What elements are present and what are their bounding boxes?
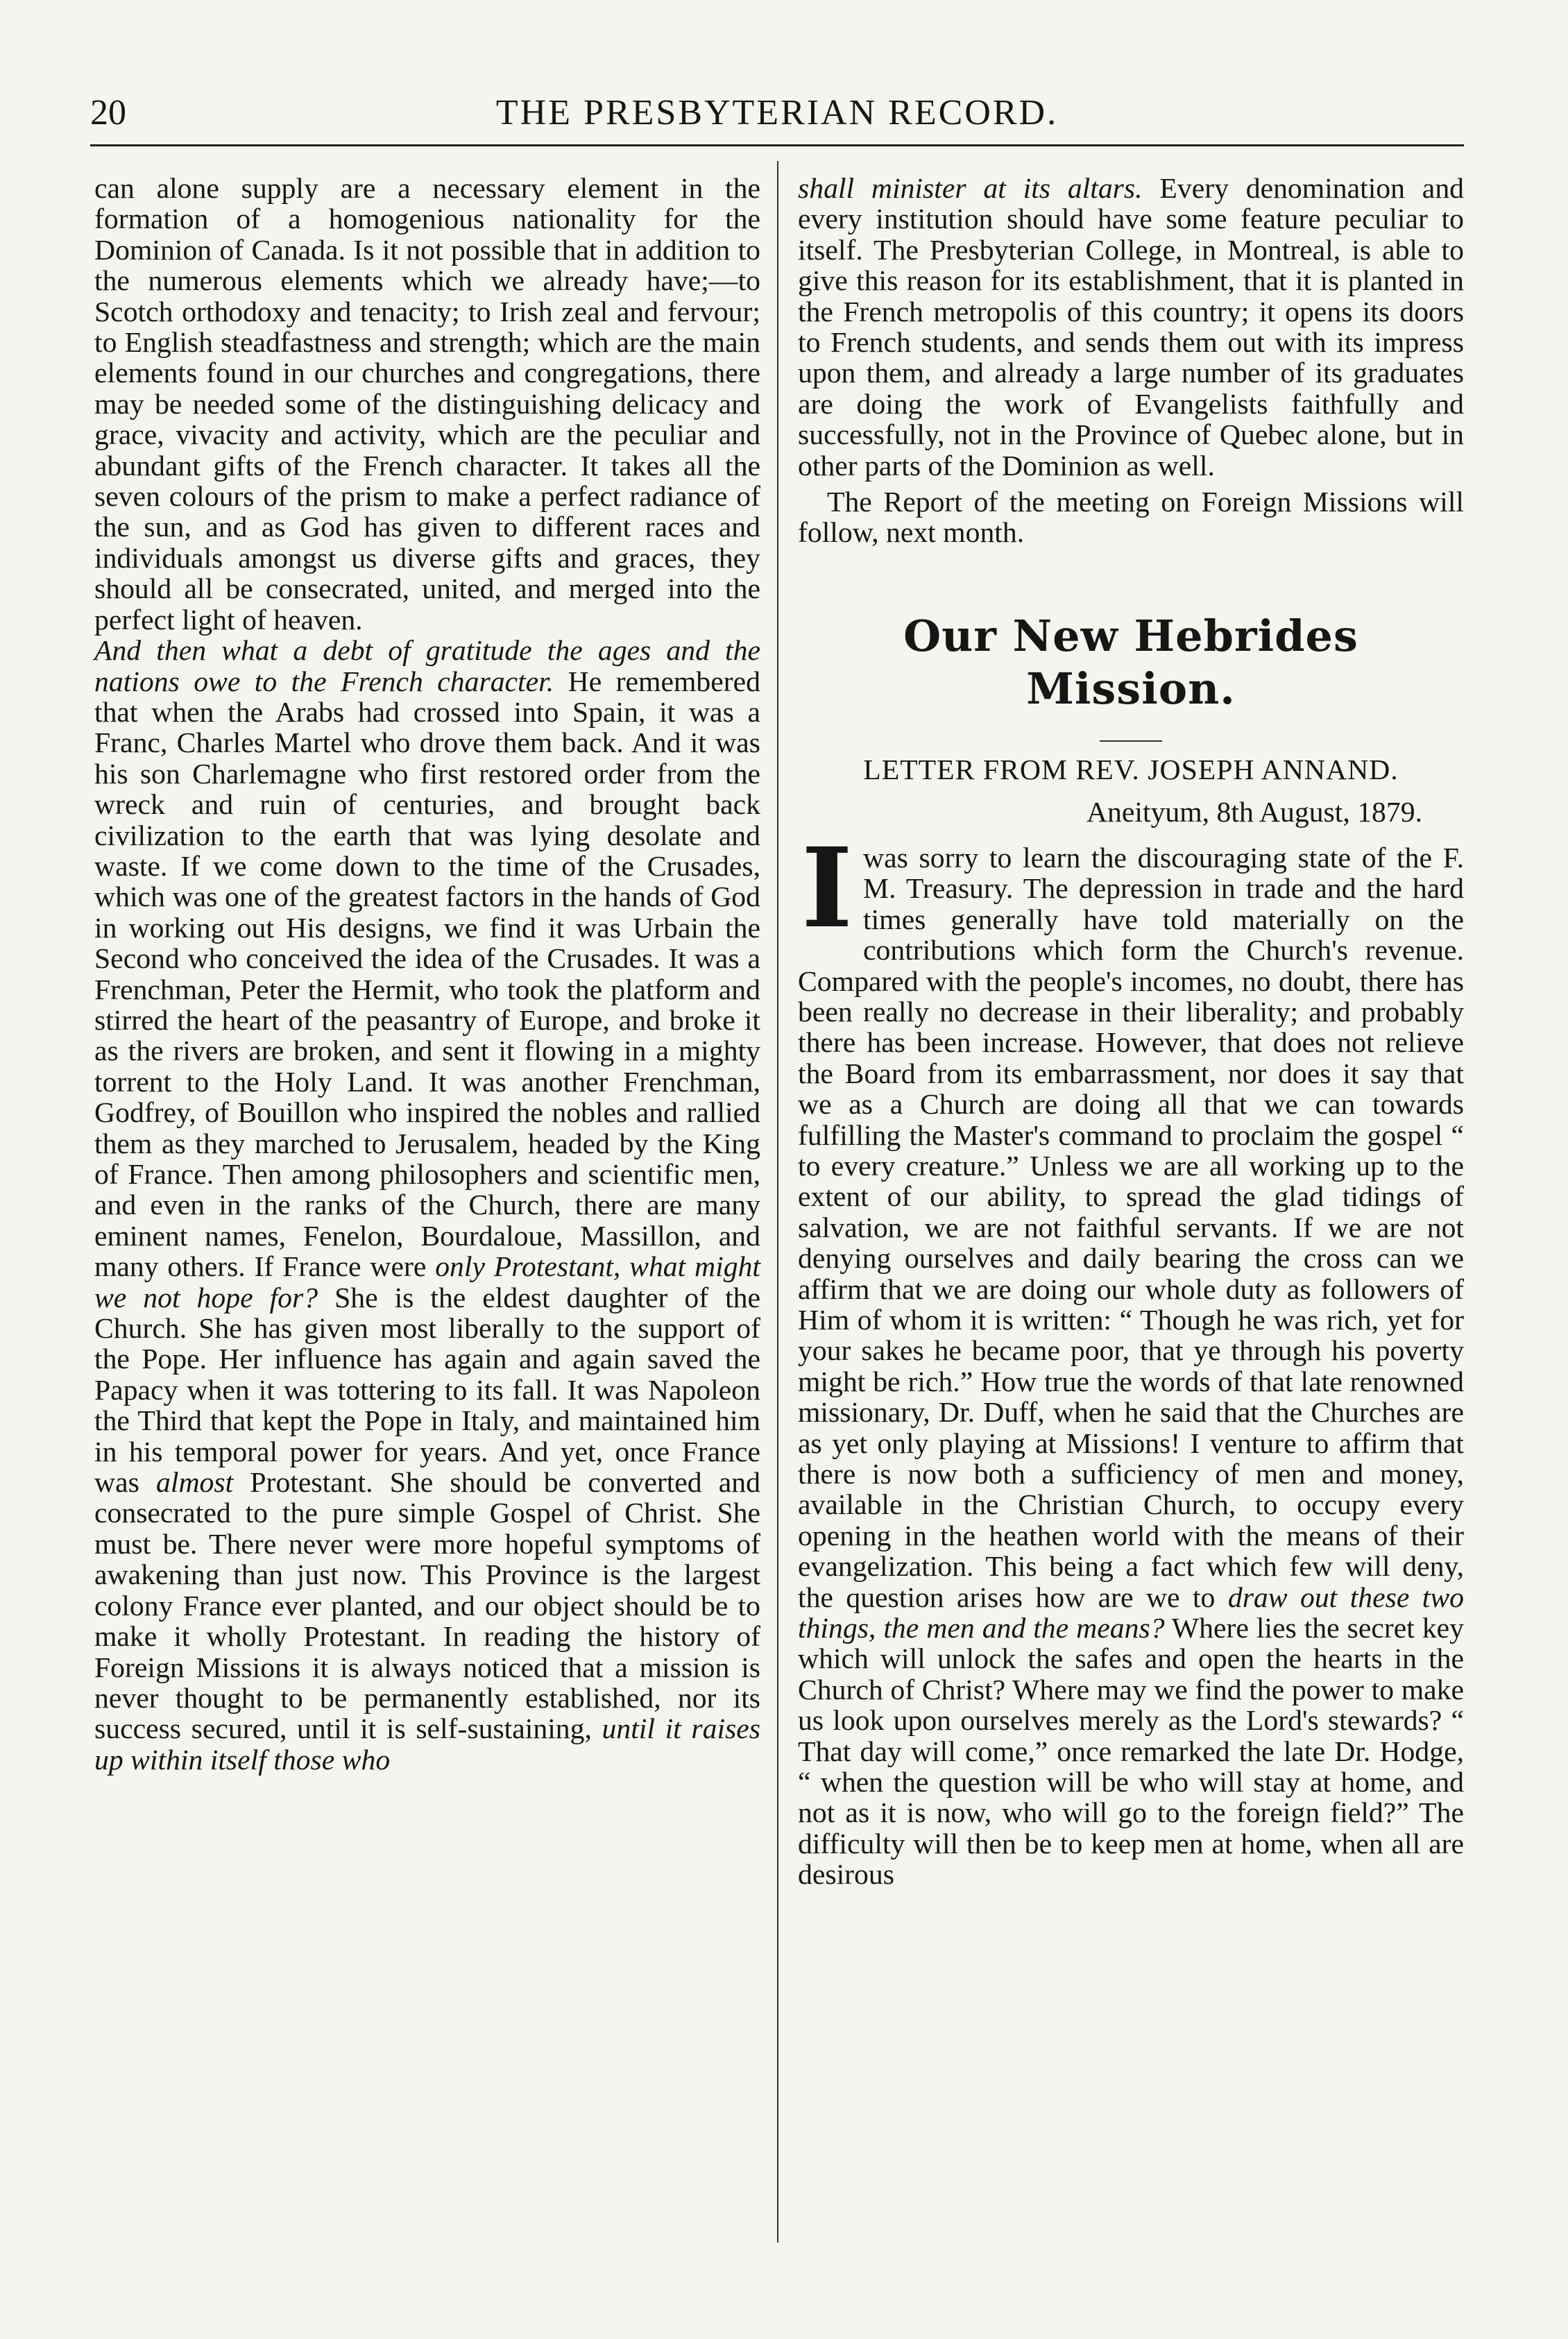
right-paragraph-2: The Report of the meeting on Foreign Missions will follow, next month. xyxy=(798,486,1464,550)
right-paragraph-1 xyxy=(798,173,1464,482)
right-italic-2: draw out these two things, the men and the means? xyxy=(798,1581,1465,1645)
page-header xyxy=(90,89,1464,146)
left-text-2: She is the eldest daughter of the Church. She has given most liberally to the support of the Pope. Her influence has again and again saved the Papacy when it was tottering to its fall. It was Napoleon the Third that kept the Pope in Italy, and maintained him in his temporal power for years. And yet, once France was xyxy=(94,1282,760,1499)
right-paragraph-3 xyxy=(798,824,1465,1891)
running-title: THE PRESBYTERIAN RECORD. xyxy=(495,93,1059,133)
letter-dateline: Aneityum, 8th August, 1879. xyxy=(1086,796,1422,828)
section-title-rule xyxy=(1100,740,1162,742)
right-column xyxy=(798,173,1464,1891)
right-text-1: Every denomination and every institution should have some feature peculiar to itself. The Presbyterian College, in Montreal, is able to give this reason for its establishment, that it is planted in the French metropolis of this country; it opens its doors to French students, and sends them out with its impress upon them, and already a large number of its graduates are doing the work of Evangelists faithfully and successfully, not in the Province of Quebec alone, but in other parts of the Dominion as well. xyxy=(798,173,1465,482)
left-column xyxy=(94,173,760,1776)
column-divider xyxy=(777,161,778,2243)
left-paragraph-2 xyxy=(94,636,760,1776)
left-italic-4: until it raises up within itself those who xyxy=(94,1713,760,1776)
section-title: Our New Hebrides Mission. xyxy=(903,610,1358,714)
left-text-3: Protestant. She should be converted and consecrated to the pure simple Gospel of Christ. She must be. There never were more hopeful symptoms of awakening than just now. This Province is the largest colony France ever planted, and our object should be to make it wholly Protestant. In reading the history of Foreign Missions it is always noticed that a mission is never thought to be permanently established, nor its success secured, until it is self-sustaining, xyxy=(94,1467,760,1746)
left-paragraph-1: can alone supply are a necessary element in the formation of a homogenious nationality for the Dominion of Canada. Is it not possible that in addition to the numerous elements which we already have;—to Scotch orthodoxy and tenacity; to Irish zeal and fervour; to English steadfastness and strength; which are the main elements found in our churches and congregations, there may be needed some of the distinguishing delicacy and grace, vivacity and activity, which are the peculiar and abundant gifts of the French character. It takes all the seven colours of the prism to make a perfect radiance of the sun, and as God has given to different races and individuals amongst us diverse gifts and graces, they should all be consecrated, united, and merged into the perfect light of heaven. xyxy=(94,173,760,636)
left-text-1: He remembered that when the Arabs had crossed into Spain, it was a Franc, Charles Martel who drove them back. And it was his son Charlemagne who first restored order from the wreck and ruin of centuries, and brought back civilization to the earth that was lying desolate and waste. If we come down to the time of the Crusades, which was one of the greatest factors in the hands of God in working out His designs, we find it was Urbain the Second who conceived the idea of the Crusades. It was a Frenchman, Peter the Hermit, who took the platform and stirred the heart of the peasantry of Europe, and broke it as the rivers are broken, and sent it flowing in a mighty torrent to the Holy Land. It was another Frenchman, Godfrey, of Bouillon who inspired the nobles and rallied them as they marched to Jerusalem, headed by the King of France. Then among philosophers and scientific men, and even in the ranks of the Church, there are many eminent names, Fenelon, Bourdaloue, Massillon, and many others. If France were xyxy=(94,665,760,1284)
drop-cap: I xyxy=(801,824,853,953)
right-text-3: Where lies the secret key which will unlock the safes and open the hearts in the Church of Christ? Where may we find the power to make us look upon ourselves merely as the Lord's stewards? “ That day will come,” once remarked the late Dr. Hodge, “ when the question will be who will stay at home, and not as it is now, who will go to the foreign field?” The difficulty will then be to keep men at home, when all are desirous xyxy=(798,1613,1465,1891)
left-italic-2: only Protestant, what might we not hope for? xyxy=(94,1251,761,1314)
page-number: 20 xyxy=(90,93,126,133)
right-text-2: was sorry to learn the discouraging state of the F. M. Treasury. The depression in trade and the hard times generally have told materially on the contributions which form the Church's revenue. Compared with the people's incomes, no doubt, there has been really no decrease in their liberality; and probably there has been increase. However, that does not relieve the Board from its embarrassment, nor does it say that we as a Church are doing all that we can towards fulfilling the Master's command to proclaim the gospel “ to every creature.” Unless we are all working up to the extent of our ability, to spread the glad tidings of salvation, we are not faithful servants. If we are not denying ourselves and daily bearing the cross can we affirm that we are doing our whole duty as followers of Him of whom it is written: “ Though he was rich, yet for your sakes he became poor, that ye through his poverty might be rich.” How true the words of that late renowned missionary, Dr. Duff, when he said that the Churches are as yet only playing at Missions! I venture to affirm that there is now both a sufficiency of men and money, available in the Christian Church, to occupy every opening in the heathen world with the means of their evangelization. This being a fact which few will deny, the question arises how are we to xyxy=(798,842,1464,1614)
left-italic-3: almost xyxy=(156,1467,234,1499)
left-italic-1: And then what a debt of gratitude the ages and the nations owe to the French character. xyxy=(94,635,760,698)
right-italic-1: shall minister at its altars. xyxy=(798,173,1143,205)
letter-heading: LETTER FROM REV. JOSEPH ANNAND. xyxy=(863,754,1399,786)
